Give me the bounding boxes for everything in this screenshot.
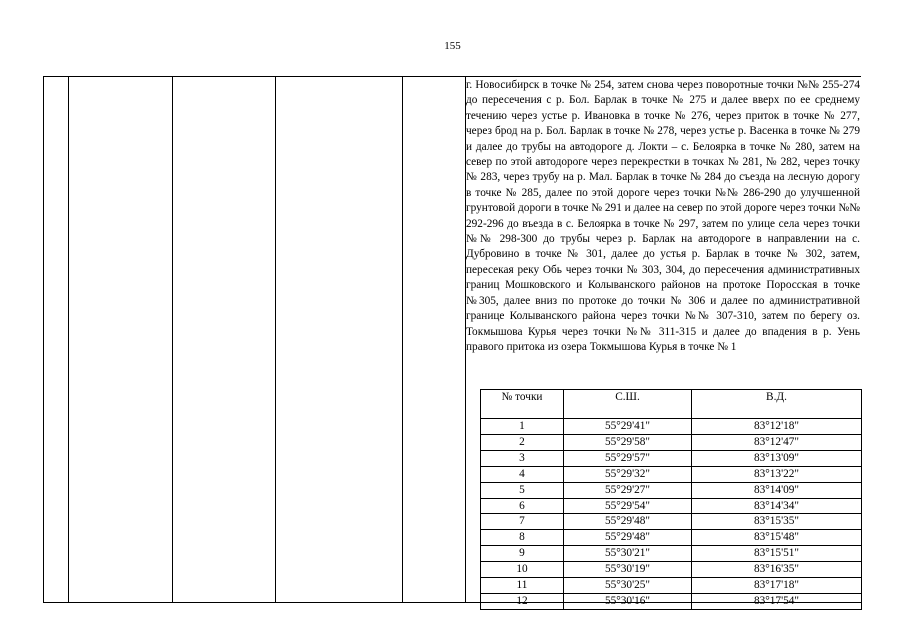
column-divider (275, 76, 276, 603)
header-point-number: № точки (481, 390, 564, 419)
point-number-cell: 3 (481, 450, 564, 466)
longitude-cell: 83°16'35" (692, 562, 862, 578)
column-divider (172, 76, 173, 603)
longitude-cell: 83°15'48" (692, 530, 862, 546)
longitude-cell: 83°13'22" (692, 466, 862, 482)
longitude-cell: 83°12'47" (692, 434, 862, 450)
latitude-cell: 55°29'48" (564, 514, 692, 530)
table-row (481, 498, 862, 514)
latitude-cell: 55°30'21" (564, 546, 692, 562)
point-number-cell: 7 (481, 514, 564, 530)
longitude-cell: 83°15'51" (692, 546, 862, 562)
latitude-cell: 55°29'41" (564, 419, 692, 435)
column-divider (68, 76, 69, 603)
longitude-cell: 83°13'09" (692, 450, 862, 466)
latitude-cell: 55°29'58" (564, 434, 692, 450)
point-number-cell: 10 (481, 562, 564, 578)
table-header-row (481, 390, 862, 419)
table-row (481, 450, 862, 466)
point-number-cell: 12 (481, 593, 564, 609)
table-row (481, 593, 862, 609)
table-row (481, 482, 862, 498)
column-divider (402, 76, 403, 603)
point-number-cell: 11 (481, 578, 564, 594)
latitude-cell: 55°29'57" (564, 450, 692, 466)
table-row (481, 514, 862, 530)
longitude-cell: 83°14'09" (692, 482, 862, 498)
table-row (481, 546, 862, 562)
latitude-cell: 55°30'25" (564, 578, 692, 594)
latitude-cell: 55°29'27" (564, 482, 692, 498)
latitude-cell: 55°29'48" (564, 530, 692, 546)
latitude-cell: 55°30'16" (564, 593, 692, 609)
longitude-cell: 83°15'35" (692, 514, 862, 530)
table-row (481, 578, 862, 594)
table-row (481, 466, 862, 482)
latitude-cell: 55°29'32" (564, 466, 692, 482)
point-number-cell: 5 (481, 482, 564, 498)
longitude-cell: 83°12'18" (692, 419, 862, 435)
table-row (481, 562, 862, 578)
point-number-cell: 4 (481, 466, 564, 482)
header-longitude: В.Д. (692, 390, 862, 419)
boundary-description: г. Новосибирск в точке № 254, затем снова через поворотные точки №№ 255-274 до пересечения с р. Бол. Барлак в точке № 275 и далее вверх по ее среднему течению через устье р. Ивановка в точке № 276, через приток в точке № 277, через брод на р. Бол. Барлак в точке № 278, через устье р. Васенка в точке № 279 и далее до трубы на автодороге д. Локти – с. Белоярка в точке № 280, затем на север по этой автодороге через перекрестки в точках № 281, № 282, через точку № 283, через трубу на р. Мал. Барлак в точке № 284 до съезда на лесную дорогу в точке № 285, далее по этой дороге через точки №№ 286-290 до улучшенной грунтовой дороги в точке № 291 и далее на север по этой дороге через точки №№ 292-296 до въезда в с. Белоярка в точке № 297, затем по улице села через точки №№ 298-300 до трубы через р. Барлак на автодороге в направлении на с. Дубровино в точке № 301, далее до устья р. Барлак в точке № 302, затем, пересекая реку Обь через точки № 303, 304, до пересечения административных границ Мошковского и Колыванского районов на протоке Поросская в точке №305, далее вниз по протоке до точки № 306 и далее по административной границе Колыванского района через точки №№ 307-310, затем по берегу оз. Токмышова Курья через точки №№ 311-315 и далее до впадения в р. Уень правого притока из озера Токмышова Курья в точке № 1 (466, 79, 860, 353)
table-row (481, 530, 862, 546)
point-number-cell: 2 (481, 434, 564, 450)
header-latitude: С.Ш. (564, 390, 692, 419)
longitude-cell: 83°17'18" (692, 578, 862, 594)
latitude-cell: 55°30'19" (564, 562, 692, 578)
table-row (481, 419, 862, 435)
latitude-cell: 55°29'54" (564, 498, 692, 514)
longitude-cell: 83°14'34" (692, 498, 862, 514)
point-number-cell: 8 (481, 530, 564, 546)
point-number-cell: 6 (481, 498, 564, 514)
point-number-cell: 1 (481, 419, 564, 435)
longitude-cell: 83°17'54" (692, 593, 862, 609)
page-number: 155 (444, 40, 461, 52)
coordinates-table (480, 389, 862, 610)
table-row (481, 434, 862, 450)
point-number-cell: 9 (481, 546, 564, 562)
